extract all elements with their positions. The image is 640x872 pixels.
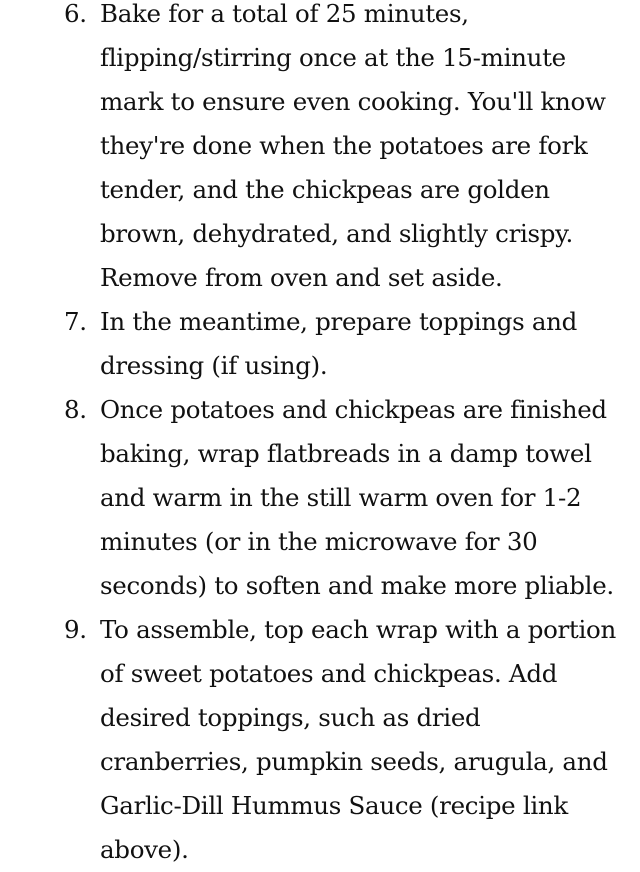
step-number: 8.	[64, 395, 87, 424]
step-6	[0, 0, 640, 300]
step-7	[0, 300, 640, 388]
step-8	[0, 388, 640, 608]
step-text: In the meantime, prepare toppings and dressing (if using).	[100, 307, 578, 380]
step-number: 6.	[64, 0, 87, 28]
step-number: 9.	[64, 615, 87, 644]
step-text: Bake for a total of 25 minutes, flipping/stirring once at the 15-minute mark to ensure even cooking. You'll know they're done when the potatoes are fork tender, and the chickpeas are golden brown, dehydrated, and slightly crispy. Remove from oven and set aside.	[100, 0, 606, 292]
step-9	[0, 608, 640, 872]
step-number: 7.	[64, 307, 87, 336]
step-text: Once potatoes and chickpeas are finished baking, wrap flatbreads in a damp towel and warm in the still warm oven for 1-2 minutes (or in the microwave for 30 seconds) to soften and make more pliable.	[100, 395, 614, 600]
step-text: To assemble, top each wrap with a portion of sweet potatoes and chickpeas. Add desired toppings, such as dried cranberries, pumpkin seeds, arugula, and Garlic-Dill Hummus Sauce (recipe link above).	[100, 615, 616, 864]
